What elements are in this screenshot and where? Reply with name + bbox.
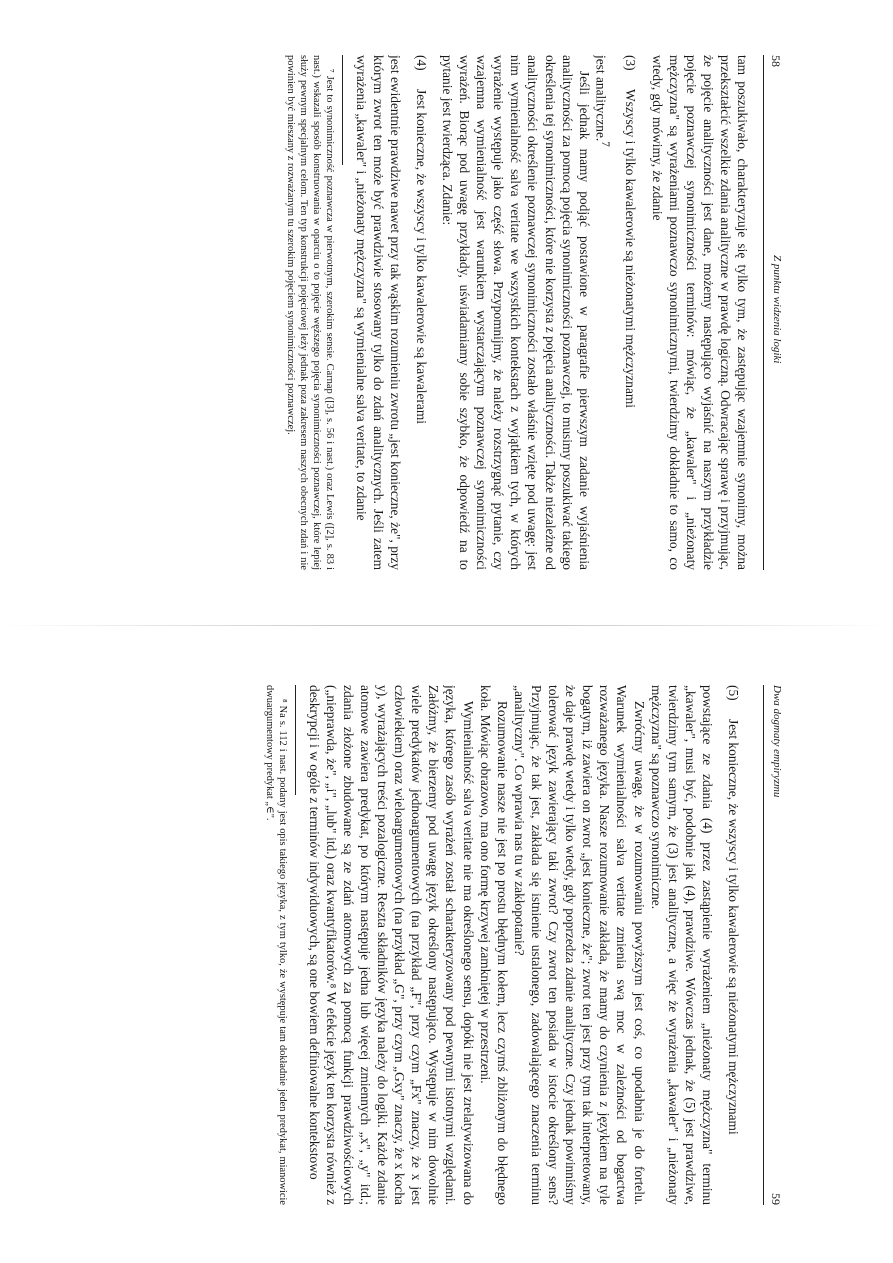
page-number: 59 (769, 1193, 783, 1205)
running-head: Dwa dogmaty empiryzmu (771, 685, 783, 798)
paragraph: Rozumowanie nasze nie jest po prostu błędnym kołem, lecz czymś zbliżonym do błędnego koła. Mówiąc obrazowo, ma ono formę krzywej zamkniętej w przestrzeni. (477, 685, 510, 1205)
left-page (0, 0, 893, 630)
header-rule (763, 55, 764, 570)
thesis-text: Jest konieczne, że wszyscy i tylko kawalerowie są nieżonatymi mężczyznami (726, 719, 741, 1135)
paragraph (593, 55, 614, 570)
thesis-4 (413, 55, 430, 570)
paragraph: jest ewidentnie prawdziwe nawet przy tak wąskim rozumieniu zwrotu „jest konieczne, że", przy którym zwrot ten może być prawdziwie stosowany tylko do zdań analitycznych. Jeśli zatem wyrażenia „kawaler" i „nieżonaty mężczyzna" są wymienialne salva veritate, to zdanie (353, 55, 403, 570)
thesis-number: (5) (726, 685, 741, 701)
footnote: ⁸ Na s. 112 i nast. podany jest opis takiego języka, z tym tylko, że występuje tam dokładnie jeden predykat, mianowicie dwuargumentowy predykat „∈". (263, 685, 288, 1205)
thesis-number: (4) (413, 55, 429, 71)
footnote: ⁷ Jest to synonimiczność poznawcza w pierwotnym, szerokim sensie. Carnap ([3], s. 56 i nast.) oraz Lewis ([2], s. 83 i nast.) wskazali sposób konstruowania w oparciu o to pojęcie węższego pojęcia synonimiczności poznawczej, które lepiej służy pewnym specjalnym celom. Ten typ konstrukcji pojęciowej leży jednak poza zakresem naszych obecnych zdań i nie powinien być mieszany z rozważanym tu szerokim pojęciem synonimiczności poznawczej. (284, 55, 335, 570)
left-page-body (52, 55, 751, 570)
page-number: 58 (769, 55, 783, 67)
footnote-rule (342, 55, 343, 165)
paragraph: Wymienialność salva veritate nie ma określonego sensu, dopóki nie jest zrelatywizowana do języka, którego zasób wyrażeń został scharakteryzowany pod pewnymi istotnymi względami. Załóżmy, że bierzemy pod uwagę język określony następująco. Występuje w nim dowolnie wiele predykatów jednoargumentowych (na przykład „F", przy czym „Fx" znaczy, że x jest człowiekiem) oraz wieloargumentowych (na przykład „G", przy czym „Gxy" znaczy, że x kocha y), wyrażających treści pozalogiczne. Reszta składników języka należy do logiki. Każde zdanie atomowe zawiera predykat, po którym następuje jedna lub więcej zmiennych „x", „y" itd.; zdania złożone zbudowane są ze zdań atomowych za pomocą funkcji prawdziwościowych („nieprawda, że", „i", „lub" itd.) oraz kwantyfikatorów.⁸ W efekcie język ten korzysta również z deskrypcji i w ogóle z terminów indywiduowych, są one bowiem definiowalne kontekstowo (306, 685, 476, 1205)
thesis-number: (3) (623, 55, 639, 71)
left-page-header (763, 55, 783, 570)
thesis-5 (725, 685, 742, 1205)
paragraph: tam poszukiwało, charakteryzuje się tylko tym, że zastępując wzajemnie synonimy, można przekształcić wszelkie zdania analityczne w prawdę logiczną. Odwracając sprawę i przyjmując, że pojęcie analityczności jest dane, możemy następująco wyjaśnić na naszym przykładzie pojęcie poznawczej synonimiczności terminów: mówiąc, że „kawaler" i „nieżonaty mężczyzna" są wyrażeniami poznawczo synonimicznymi, twierdzimy dokładnie to samo, co wtedy, gdy mówimy, że zdanie (649, 55, 750, 570)
right-page-body (52, 685, 751, 1205)
paragraph: powstające ze zdania (4) przez zastąpienie wyrażeniem „nieżonaty mężczyzna" terminu „kawaler", musi być, podobnie jak (4), prawdziwe. Wówczas jednak, że (5) jest prawdziwe, twierdzimy tym samym, że (3) jest analityczne, a więc że wyrażenia „kawaler" i „nieżonaty mężczyzna" są poznawczo synonimiczne. (648, 685, 715, 1205)
thesis-3 (622, 55, 639, 570)
paragraph: Jeśli jednak mamy podjąć postawione w paragrafie pierwszym zadanie wyjaśnienia analityczności za pomocą pojęcia synonimiczności poznawczej, to musimy poszukiwać takiego określenia tej synonimiczności, które nie korzysta z pojęcia analityczności. Także niezależne od analityczności określenie poznawczej synonimiczności zostało właśnie wzięte pod uwagę: jest nim wymienialność salva veritate we wszystkich kontekstach z wyjątkiem tych, w których wyrażenie występuje jako część słowa. Przypomnijmy, że należy rozstrzygnąć pytanie, czy wzajemna wymienialność jest warunkiem wystarczającym poznawczej synonimiczności wyrażeń. Biorąc pod uwagę przykłady, uświadamiamy sobie szybko, że odpowiedź na to pytanie jest twierdząca. Zdanie: (440, 55, 592, 570)
footnote-mark: 7 (599, 141, 612, 147)
running-head: Z punktu widzenia logiki (771, 255, 783, 364)
paragraph: Zwróćmy uwagę, że w rozumowaniu powyższym jest coś, co upodabnia je do fortelu. Warunek wymienialności salva veritate zmienia swą moc w zależności od bogactwa rozważanego języka. Nasze rozumowanie zakłada, że mamy do czynienia z językiem na tyle bogatym, iż zawiera on zwrot „jest konieczne, że"; zwrot ten jest przy tym tak interpretowany, że daje prawdę wtedy i tylko wtedy, gdy poprzedza zdanie analityczne. Czy jednak powinniśmy tolerować język zawierający taki zwrot? Czy zwrot ten posiada w istocie określony sens? Przyjmując, że tak jest, zakłada się istnienie ustalonego, zadowalającego znaczenia terminu „analityczny". Co wprawia nas tu w zakłopotanie? (511, 685, 647, 1205)
right-page (0, 630, 893, 1263)
footnote-rule (295, 685, 296, 795)
thesis-text: Jest konieczne, że wszyscy i tylko kawalerowie są kawalerami (413, 89, 429, 425)
paragraph-text: jest analityczne. (593, 55, 609, 142)
right-page-header (763, 685, 783, 1205)
thesis-text: Wszyscy i tylko kawalerowie są nieżonatymi mężczyznami (623, 89, 639, 409)
header-rule (763, 685, 764, 1205)
